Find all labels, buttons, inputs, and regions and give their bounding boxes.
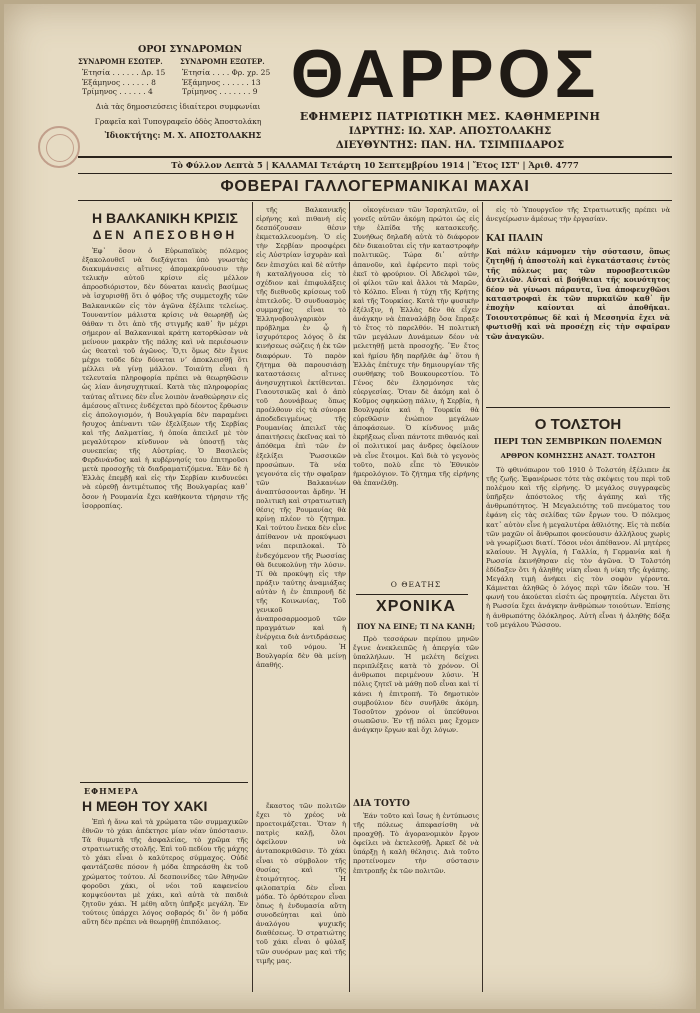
article-text: Ἐφ᾽ ὅσον ὁ Εὐρωπαϊκὸς πόλεμος ἐξακολουθεῖ νὰ διεξάγεται ὑπὸ γνωστὰς διακυμάνσεις αἵτινες ἀπομακρύνουσιν τὴν τελικὴν αὐτοῦ κρίσιν εἰς μέλλον ἀπροσδιόριστον, δὲν δύναται κανεὶς βασίμως νὰ ἰσχυρισθῇ ὅτι ὁ φόβος τῆς συμμετοχῆς τῶν Βαλκανικῶν εἰς τὸν ἀγῶνα ἐξέλιπε τελείως. Τουναντίον μάλιστα κρίσις νὰ θεωρηθῇ ὡς θάθαν τι ὅτι ἀπὸ τῆς στιγμῆς καθ᾽ ἣν μέχρι σήμερον αἱ Βαλκανικαὶ κράτη κατορθώσαν νὰ μείνουν μακρὰν τῆς πάλης καὶ νὰ περιέσωσιν ὡς θεαταὶ τοῦ ἀγῶνος. Ὅ,τι ὅμως δὲν ἔγινε μέχρι τοῦδε δὲν δύναται νʼ ἀποκλεισθῇ ὅτι μέλλει νὰ γίνῃ μάλλον. Τοιαύτη εἶναι ἡ τελευταία πληροφορία πρέπει νὰ θεωρηθῶσιν ὡς λίαν ἀνησυχητικαί. Κατὰ τὰς πληροφορίας ταύτας αἵτινες δὲν εἶνε λοιπὸν ἀναθεώρησιν εἰς ἀμέσους αἵτινες ἐνδέχεται πρὸ δέοντος ἔρθωσιν εἰς ἀπολογισμόν, ἡ Βουλγαρία δὲν παραμένει ἥσυχος ἀπέναντι τῶν ἐξελίξεων τῆς Σερβίας καὶ τῆς Δαλματίας, ἡ ὁποία ἀπειλεῖ μὲ τὸν μεγαλύτερον κίνδυνον νὰ ὑποστῇ τὰς συνεπείας τῆς Αὐστρίας. Ὁ Βασιλεὺς Φερδινάνδος καὶ ἡ κυβέρνησίς του ἐπιτηροῦσι μετὰ προσοχῆς τὰ διαδραματιζόμενα. Ἐὰν δὲ ἡ Ἑλλὰς ἐπεμβῇ καὶ εἰς τὴν Σερβίαν κινδυνεύει νὰ εὑρεθῇ ἀντιμέτωπος τῆς Βουλγαρίας καθ᾽ ὅσον ἡ Ρουμανία ἔχει καθήκοντα τήρησιν τῆς ἰσορροπίας. [82, 247, 248, 510]
founder-line: ΙΔΡΥΤΗΣ: ΙΩ. ΧΑΡ. ΑΠΟΣΤΟΛΑΚΗΣ [348, 125, 552, 137]
article-text: οἰκογένειαν τῶν Ἰσραηλιτῶν, οἱ γονεῖς αὐτῶν ἀκόμη πρώτοι ὡς εἰς τὴν ἐλπίδα τῆς κατασκευῆς. Συνήθως δηλαδὴ αὐτὰ τὸ διάφορον δὲν δικαιοῦται εἰς τὴν καταστροφὴν πολιτικῶς. Τώρα δι᾽ αὐτὴν ἀπανοῦν, καὶ ἐφέρεντο περὶ τοὺς ἐκεῖ τὸ φρούριον. Οἱ Ἀδελφοὶ τῶν, οἱ φίλοι τῶν καὶ ἄλλοι τὰ Μαρῶν, τὸ Κόλπο. Εἶναι ἡ τύχη τῆς Κρήτης καὶ τῆς Τουρκίας. Κατὰ τὴν φυσικὴν ἐξέλιξιν, ἡ Ἑλλὰς δὲν θὰ εἶχεν ἀνάγκην νὰ ἐπαναλάβῃ ὅσα ἔπραξε τὸ ἔτος τὸ παρελθόν. Ἡ πολιτικὴ τῶν μεγάλων Δυνάμεων δέον νὰ μελετηθῇ μετὰ προσοχῆς. Ἓν ἔτος καὶ ἡμίσυ ἤδη παρῆλθε ἀφ᾽ ὅτου ἡ Ἑλλὰς ἐπέτυχε τὴν δημιουργίαν τῆς συνθήκης τοῦ Βουκουρεστίου. Τὸ Γένος δὲν ἐλησμόνησε τὰς εὐεργεσίας. Ὅταν δὲ ἀκόμη καὶ ὁ Κοῦμος σφηκώσῃ πάλιν, ἡ Σερβία, ἡ Βουλγαρία καὶ ἡ Τουρκία θὰ εὑρεθῶσιν ἐνώπιον μεγάλων ἀποφάσεων. Ὁ κίνδυνος μιᾶς ἐκρήξεως εἶναι πάντοτε πιθανός καὶ οἱ πολιτικοί μας ἀνδρες ὀφείλουν νὰ εἶνε ἕτοιμοι. Καὶ διὰ τὸ γεγονὸς τοῦτο, πολὺ εἶπε τὸ Ἐθνικὸν ἡμερολόγιον. Τὸ ζήτημα τῆς εἰρήνης θὰ ἐπανέλθῃ. [353, 206, 479, 487]
rate-line: Τρίμηνος . . . . . . . 9 [182, 87, 258, 97]
kai-palin-text: Καὶ πάλιν κάμνομεν τὴν σύστασιν, ὅπως ζητηθῇ ἡ ἀποστολὴ καὶ ἐγκατάστασις ἐντὸς τῆς πόλεως μας τῶν πυροσβεστικῶν ἀντλιῶν. Αὐταὶ αἱ βοήθειαι τῆς κοινότητος δέον νὰ γίνωσι πάραυτα, ἵνα ἀποφευχθῶσι καταστροφαὶ ἐκ τῶν πυρκαϊῶν καθ᾽ ἣν ἐποχὴν καίονται αἱ ἀποθῆκαι. Τοιουτοτρόπως δὲ καὶ ἡ Μεσσηνία ἔχει νὰ φωτισθῇ καὶ νὰ προσέχῃ εἰς τὴν σφαῖραν τῶν ἀναγκῶν. [486, 247, 670, 341]
article-column [82, 247, 248, 777]
newspaper-subtitle: ΕΦΗΜΕΡΙΣ ΠΑΤΡΙΩΤΙΚΗ ΜΕΣ. ΚΑΘΗΜΕΡΙΝΗ [299, 110, 601, 123]
chronika-text: Πρὸ τεσσάρων περίπου μηνῶν ἔγινε ἀνεκλειπῶς ἡ ἀπεργία τῶν ὑπαλλήλων. Ἡ μελέτη δείχνει περιπλέξεις κατὰ τὸ χρόνον. Οἱ ἀνθρωποι περιμένουν λύσιν. Ἡ πόλις ζητεῖ νὰ μάθῃ ποῦ εἶναι καὶ τί κάνει ἡ ἐπιτροπή. Τὸ δημοτικὸν συμβούλιον δὲν συνῆλθε ἀκόμη. Τοσοῦτον χρόνον οἱ ὑπεύθυνοι σιωπῶσιν. Ἐν τῇ πόλει μας ἔχομεν ἀνάγκην ἔργων καὶ ὄχι λόγων. [353, 635, 479, 734]
offices-line: Γραφεῖα καὶ Τυπογραφεῖο ὁδὸς Ἀποστολάκη [94, 117, 262, 126]
rule [78, 200, 672, 201]
ads-notice: Διὰ τὰς δημοσιεύσεις ἰδιαίτεροι συμφωνίαι [95, 102, 261, 111]
rate-line: Ἐτησία . . . . . . Δρ. 15 [82, 68, 166, 77]
director-line: ΔΙΕΥΘΥΝΤΗΣ: ΠΑΝ. ΗΛ. ΤΣΙΜΠΙΔΑΡΟΣ [335, 139, 565, 151]
rule [356, 594, 468, 595]
kai-palin-title: ΚΑΙ ΠΑΛΙΝ [486, 234, 544, 244]
article-signature: Ο ΘΕΑΤΗΣ [390, 580, 442, 589]
subscriptions-title: ΟΡΟΙ ΣΥΝΔΡΟΜΩΝ [137, 44, 243, 55]
newspaper-title: ΘΑΡΡΟΣ [290, 36, 600, 112]
right-intro: εἰς τὸ Ὑπουργεῖον τῆς Στρατιωτικῆς πρέπει νὰ ἀνεγείρωσιν ἀμέσως τὴν ἐργασίαν. [486, 206, 670, 224]
ephemera-column: ἕκαστος τῶν πολιτῶν ἔχει τὸ χρέος νὰ προετοιμάζεται. Ὅταν ἡ πατρὶς καλῇ, ὅλοι ὀφείλουν νὰ ἀνταποκριθῶσιν. Τὸ χάκι εἶναι τὸ σύμβολον τῆς θυσίας καὶ τῆς ἑτοιμότητος. Ἡ φιλοπατρία δὲν εἶναι μόδα. Τὸ ὀρθότερον εἶναι ὅπως ἡ ἐνδυμασία αὕτη συνοδεύηται καὶ ὑπὸ ἀναλόγου ψυχικῆς διαθέσεως. Ὁ στρατιώτης τοῦ χάκι εἶναι ὁ φύλαξ τῶν συνόρων μας καὶ τῆς τιμῆς μας. [256, 802, 346, 965]
tolstoy-subtitle: ΠΕΡΙ ΤΩΝ ΣΕΜΒΡΙΚΩΝ ΠΟΛΕΜΩΝ [493, 436, 663, 446]
domestic-label: ΣΥΝΔΡΟΜΗ ΕΣΩΤΕΡ. [78, 57, 163, 66]
article-column [353, 206, 479, 576]
rate-line: Ἐτησία . . . . Φρ. χρ. 25 [182, 68, 271, 77]
chronika-subhead-2: ΔΙΑ ΤΟΥΤΟ [353, 799, 410, 809]
chronika-text-2: Ἐάν τοῦτο καὶ ἴσως ἡ ἐντύπωσις τῆς πόλεως ἀπεφασίσθη νὰ προαχθῇ. Τὸ ἀγορανομικὸν ἔργον ὀφείλει νὰ ἐκτελεσθῇ. Ἀρκεῖ δὲ νὰ ὑπάρξῃ ἡ καλὴ θέλησις. Διὰ τοῦτο προτείνομεν τὴν σύστασιν ἐπιτροπῆς ἐκ τῶν πολιτῶν. [353, 812, 479, 875]
article-title: Η ΒΑΛΚΑΝΙΚΗ ΚΡΙΣΙΣ [92, 210, 238, 226]
domestic-rates [82, 68, 178, 97]
rule [78, 156, 672, 158]
rule [486, 407, 670, 408]
article-subtitle: ΔΕΝ ΑΠΕΣΟΒΗΘΗ [92, 228, 238, 242]
banner-headline: ΦΟΒΕΡΑΙ ΓΑΛΛΟΓΕΡΜΑΝΙΚΑΙ ΜΑΧΑΙ [220, 178, 530, 195]
ephemera-column: Ἐπὶ ἡ ἄνω καὶ τὰ χρώματα τῶν συμμαχικῶν ἐθνῶν τὸ χάκι ἀπέκτησε μίαν νέαν ὑπόστασιν. Τὰ θυμωτὰ τῆς ἀσφαλείας, τὸ χρῶμα τῆς στρατιωτικῆς στολῆς. Ἐπὶ τοῦ πεδίου τῆς μάχης τὸ χάκι εἶναι ὁ καλύτερος σύμμαχος. Οὐδὲ φαντάζεσθε πόσον ἡ μόδα ἐπηρεάσθη ἐκ τοῦ χρώματος τούτου. Αἱ δεσποινίδες τῶν Ἀθηνῶν φοροῦσι χάκι, οἱ νέοι τοῦ καφενείου κομψεύονται μὲ χάκι, καὶ αὐτὰ τὰ παιδιὰ ζητοῦν χάκι. Ἡ μέθη αὕτη ὑπῆρξε μεγάλη. Ἐν τούτοις ὑπάρχει λόγος σοβαρός δι᾽ ὃν ἡ μόδα αὕτη δὲν πρέπει νὰ θεωρηθῇ ἐπιπόλαιος. [82, 818, 248, 927]
column-rule [349, 202, 350, 992]
ephemera-title: Η ΜΕΘΗ ΤΟΥ ΧΑΚΙ [82, 798, 208, 814]
rate-line: Ἑξάμηνος . . . . . . 13 [182, 77, 261, 87]
chronika-title: ΧΡΟΝΙΚΑ [376, 598, 456, 615]
newspaper-page [4, 4, 696, 1009]
column-rule [252, 202, 253, 992]
dateline: Τὸ Φύλλον Λεπτὰ 5 | ΚΑΛΑΜΑΙ Τετάρτη 10 Σεπτεμβρίου 1914 | Ἔτος ΙΣΤ' | Ἀριθ. 4777 [171, 160, 579, 170]
chronika-subhead: ΠΟΥ ΝΑ ΕΙΝΕ; ΤΙ ΝΑ ΚΑΝΗ; [356, 622, 476, 631]
column-rule [482, 202, 483, 992]
article-text: τῆς Βαλκανικῆς εἰρήνης καὶ πιθανὴ εἰς δεσπόζουσαν θέσιν ἐκμεταλλευομένη. Ὁ εἰς τὴν Σερβίαν προσφέρει εἰς Αὐστρίαν ἰσχυρὰν καὶ δεν ἑπισχύει καὶ δὲ αὐτὴν ἡ καταλήγουσα εἰς τὸ σχέδιον καὶ ἐπιφυλάξεις τῆς διεθνοῦς κρίσεως τοῦ ἐπιτελοῦς. Ὁ συνδυασμὸς συμμαχίας εἶναι τὸ Ἑλληνοβουλγαρικὸν πρόβλημα ἐν ᾧ ἡ ἰσχυρότερος λόγος ὃ ἐκ κινήσεως σώζεις ἡ ἐκ τῶν διαφόρων. Τὸ παρὸν ζήτημα θὰ παρουσιάσῃ καταστάσεις αἵτινες ἀνησυχητικοὶ ἐκτίθενται. Γιαουτσικῶς καὶ ὁ ἀπὸ τοῦ Δουνάβεως ὅπως προέλθουν εἰς τὰ σύνορα ἀποδεδειγμένως τῆς Ρουμανίας ἀπειλεῖ τὰς ἀπαιτήσεις ἐκεῖνας καὶ τὸ ἀπόθεμα ἐπὶ τῶν ἐν ἐξελίξει Ῥωσσικῶν προσώπων. Τὰ νέα γεγονότα εἰς τὴν σφαῖραν τῶν Βαλκανίων ἀναπτύσσονται ἄρδην. Ἡ πολιτικὴ καὶ στρατιωτικὴ θέσις τῆς Ρουμανίας θὰ κρίνῃ πλέον τὸ ζήτημα. Καὶ τούτου ἕνεκα δὲν εἶνε ἀπίθανον νὰ προκύψωσι νέαι περιπλοκαὶ. Τὸ ἐνδεχόμενον τῆς Ρωσσίας θὰ διευκολύνῃ τὴν λύσιν. Τί θὰ προκύψῃ εἰς τὴν πράξιν ταύτης ἀναμιάξας αὐτὰν ἡ ἐν ἐπιπρονῆ δὲ τῆς Κοινωνίας, Τοῦ γενικοῦ ἀναπροσαρμοσμοῦ τῶν πραγμάτων καὶ ἡ ἐνέργεια διὰ ἀντιδράσεως καὶ τοῦ νόμου. Ἡ Βουλγαρία δὲν θὰ μείνῃ ἀπαθής. [256, 206, 346, 669]
foreign-rates [182, 68, 278, 97]
ephemera-kicker: ΕΦΗΜΕΡΑ [84, 786, 139, 796]
tolstoy-author: ΑΡΘΡΟΝ ΚΟΜΗΣΣΗΣ ΑΝΑΣΤ. ΤΟΛΣΤΟΗ [500, 452, 656, 460]
foreign-label: ΣΥΝΔΡΟΜΗ ΕΞΩΤΕΡ. [180, 57, 265, 66]
tolstoy-title: Ο ΤΟΛΣΤΟΗ [534, 416, 622, 433]
rule [78, 173, 672, 174]
rate-line: Ἑξάμηνος . . . . . . 8 [82, 77, 156, 87]
tolstoy-text: Τὸ φθινόπωρον τοῦ 1910 ὁ Τολστόη ἐξέλιπεν ἐκ τῆς ζωῆς. Ἐφανέρωσε τότε τὰς σκέψεις του περὶ τοῦ πολέμου καὶ τῆς εἰρήνης. Ὁ μεγάλος συγγραφεὺς ὑπῆρξεν ἀπόστολος τῆς ἀγάπης καὶ τῆς ἀνθρωπότητος. Ἡ Μεγαλειότης τοῦ πνεύματος του ἐφάνη εἰς τὰς σελίδας τῶν ἔργων του. Ὁ πόλεμος κατ᾽ αὐτὸν εἶνε ἡ μεγαλυτέρα ἀθλιότης. Εἰς τὰ πεδία τῶν μαχῶν οἱ ἄνθρωποι φονεύουσιν ἀλλήλους χωρὶς νὰ γνωρίζωσι διατί. Τόσοι νέοι ἀπέθανον. Αἱ μητέρες κλαίουν. Ἡ Ἀγγλία, ἡ Γαλλία, ἡ Γερμανία καὶ ἡ Ρωσσία ἐκινήθησαν εἰς τὸν ἀγῶνα. Ὁ Τολστόη ἐδίδαξεν ὅτι ἡ ἀληθὴς νίκη εἶναι ἡ νίκη τῆς ἀγάπης. Μεγάλη τιμὴ ἀνήκει εἰς τὸν σοφὸν γέροντα. Κάμνεται ἀληθῶς ὁ λόγος περὶ τῶν ἰδεῶν του. Ἡ φωνή του ἀκούεται εἰσέτι ὡς προφητεία. Λέγεται ὅτι ἡ Ρωσσία ἔχει ἀνάγκην ἀνθρώπων τοιούτων. Ἐπίσης ἡ ἀνθρωπότης ὁλόκληρος. Αὐτὴ εἶναι ἡ ἀληθὴς δόξα τοῦ μεγάλου Ῥώσσου. [486, 466, 670, 629]
owner-line: Ἰδιοκτήτης: Μ. Χ. ΑΠΟΣΤΟΛΑΚΗΣ [104, 130, 262, 140]
rule [80, 782, 248, 783]
library-stamp [38, 126, 80, 168]
article-column [256, 206, 346, 796]
rate-line: Τρίμηνος . . . . . . 4 [82, 87, 153, 97]
